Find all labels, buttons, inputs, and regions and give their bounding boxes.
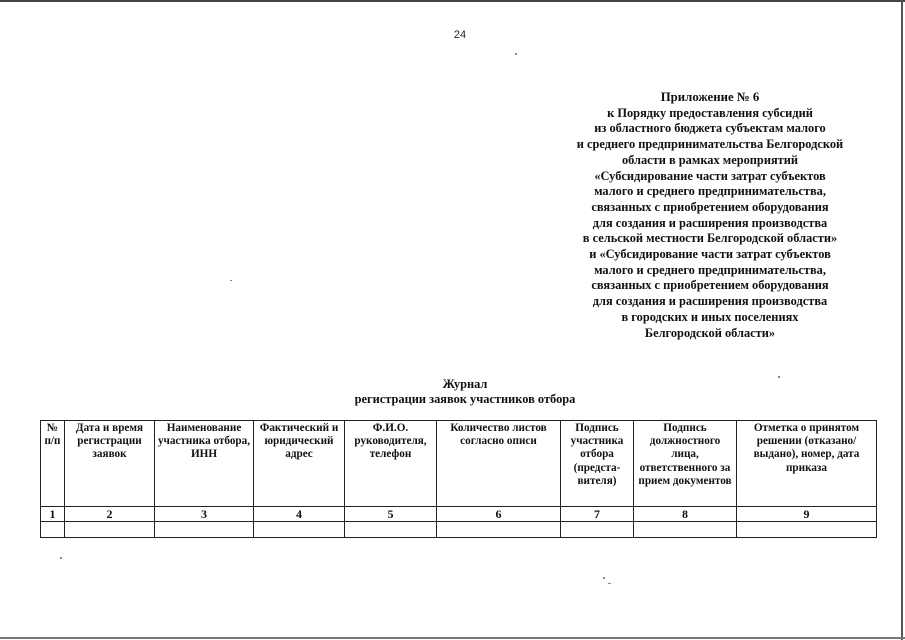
appendix-line: «Субсидирование части затрат субъектов bbox=[594, 168, 826, 183]
appendix-line: Белгородской области» bbox=[644, 325, 776, 340]
table-cell bbox=[345, 522, 437, 538]
scan-speck bbox=[608, 583, 611, 584]
table-cell bbox=[437, 522, 561, 538]
appendix-line: для создания и расширения производства bbox=[592, 294, 828, 309]
appendix-line: связанных с приобретением оборудования bbox=[591, 278, 829, 293]
appendix-line: и среднего предпринимательства Белгородской bbox=[576, 137, 844, 152]
header-cell-participant: Наименование участника отбора, ИНН bbox=[155, 421, 254, 507]
header-cell-sheets: Количество листов согласно описи bbox=[437, 421, 561, 507]
scan-speck bbox=[515, 53, 517, 55]
column-number: 6 bbox=[437, 507, 561, 522]
header-cell-address: Фактический и юридический адрес bbox=[254, 421, 345, 507]
header-cell-date: Дата и время регистрации заявок bbox=[65, 421, 155, 507]
appendix-block bbox=[500, 90, 905, 341]
column-number: 3 bbox=[155, 507, 254, 522]
table-column-number-row bbox=[41, 507, 877, 522]
column-number: 1 bbox=[41, 507, 65, 522]
table-cell bbox=[634, 522, 737, 538]
page-border-top bbox=[0, 0, 905, 2]
column-number: 4 bbox=[254, 507, 345, 522]
column-number: 7 bbox=[561, 507, 634, 522]
appendix-line: малого и среднего предпринимательства, bbox=[594, 184, 826, 199]
scan-speck bbox=[60, 557, 62, 559]
header-cell-director: Ф.И.О. руководителя, телефон bbox=[345, 421, 437, 507]
appendix-line: из областного бюджета субъектам малого bbox=[594, 121, 826, 136]
table-cell bbox=[561, 522, 634, 538]
appendix-title: Приложение № 6 bbox=[660, 90, 760, 104]
table-cell bbox=[254, 522, 345, 538]
scan-speck bbox=[778, 376, 780, 378]
appendix-line: к Порядку предоставления субсидий bbox=[607, 105, 813, 120]
column-number: 5 bbox=[345, 507, 437, 522]
journal-heading bbox=[300, 377, 630, 407]
table-cell bbox=[737, 522, 877, 538]
column-number: 9 bbox=[737, 507, 877, 522]
appendix-line: малого и среднего предпринимательства, bbox=[594, 262, 826, 277]
table-cell bbox=[41, 522, 65, 538]
table-cell bbox=[65, 522, 155, 538]
appendix-line: области в рамках мероприятий bbox=[621, 152, 799, 167]
registration-table bbox=[40, 420, 877, 538]
header-cell-official-signature: Подпись должностного лица, ответственного за прием документов bbox=[634, 421, 737, 507]
scan-speck bbox=[230, 280, 232, 281]
appendix-line: связанных с приобретением оборудования bbox=[591, 199, 829, 214]
table-header-row bbox=[41, 421, 877, 507]
appendix-line: для создания и расширения производства bbox=[592, 215, 828, 230]
page-border-bottom bbox=[0, 637, 905, 639]
appendix-line: в городских и иных поселениях bbox=[621, 309, 799, 324]
table-row bbox=[41, 522, 877, 538]
table-cell bbox=[155, 522, 254, 538]
journal-subtitle: регистрации заявок участников отбора bbox=[354, 392, 576, 406]
column-number: 8 bbox=[634, 507, 737, 522]
appendix-line: и «Субсидирование части затрат субъектов bbox=[589, 247, 831, 262]
header-cell-participant-signature: Подпись участника отбора (предста-вителя) bbox=[561, 421, 634, 507]
header-cell-decision: Отметка о принятом решении (отказано/выдано), номер, дата приказа bbox=[737, 421, 877, 507]
header-cell-number: № п/п bbox=[41, 421, 65, 507]
scan-speck bbox=[603, 577, 605, 579]
journal-title: Журнал bbox=[442, 377, 488, 391]
appendix-line: в сельской местности Белгородской области» bbox=[582, 231, 838, 246]
column-number: 2 bbox=[65, 507, 155, 522]
page-number: 24 bbox=[453, 29, 467, 41]
